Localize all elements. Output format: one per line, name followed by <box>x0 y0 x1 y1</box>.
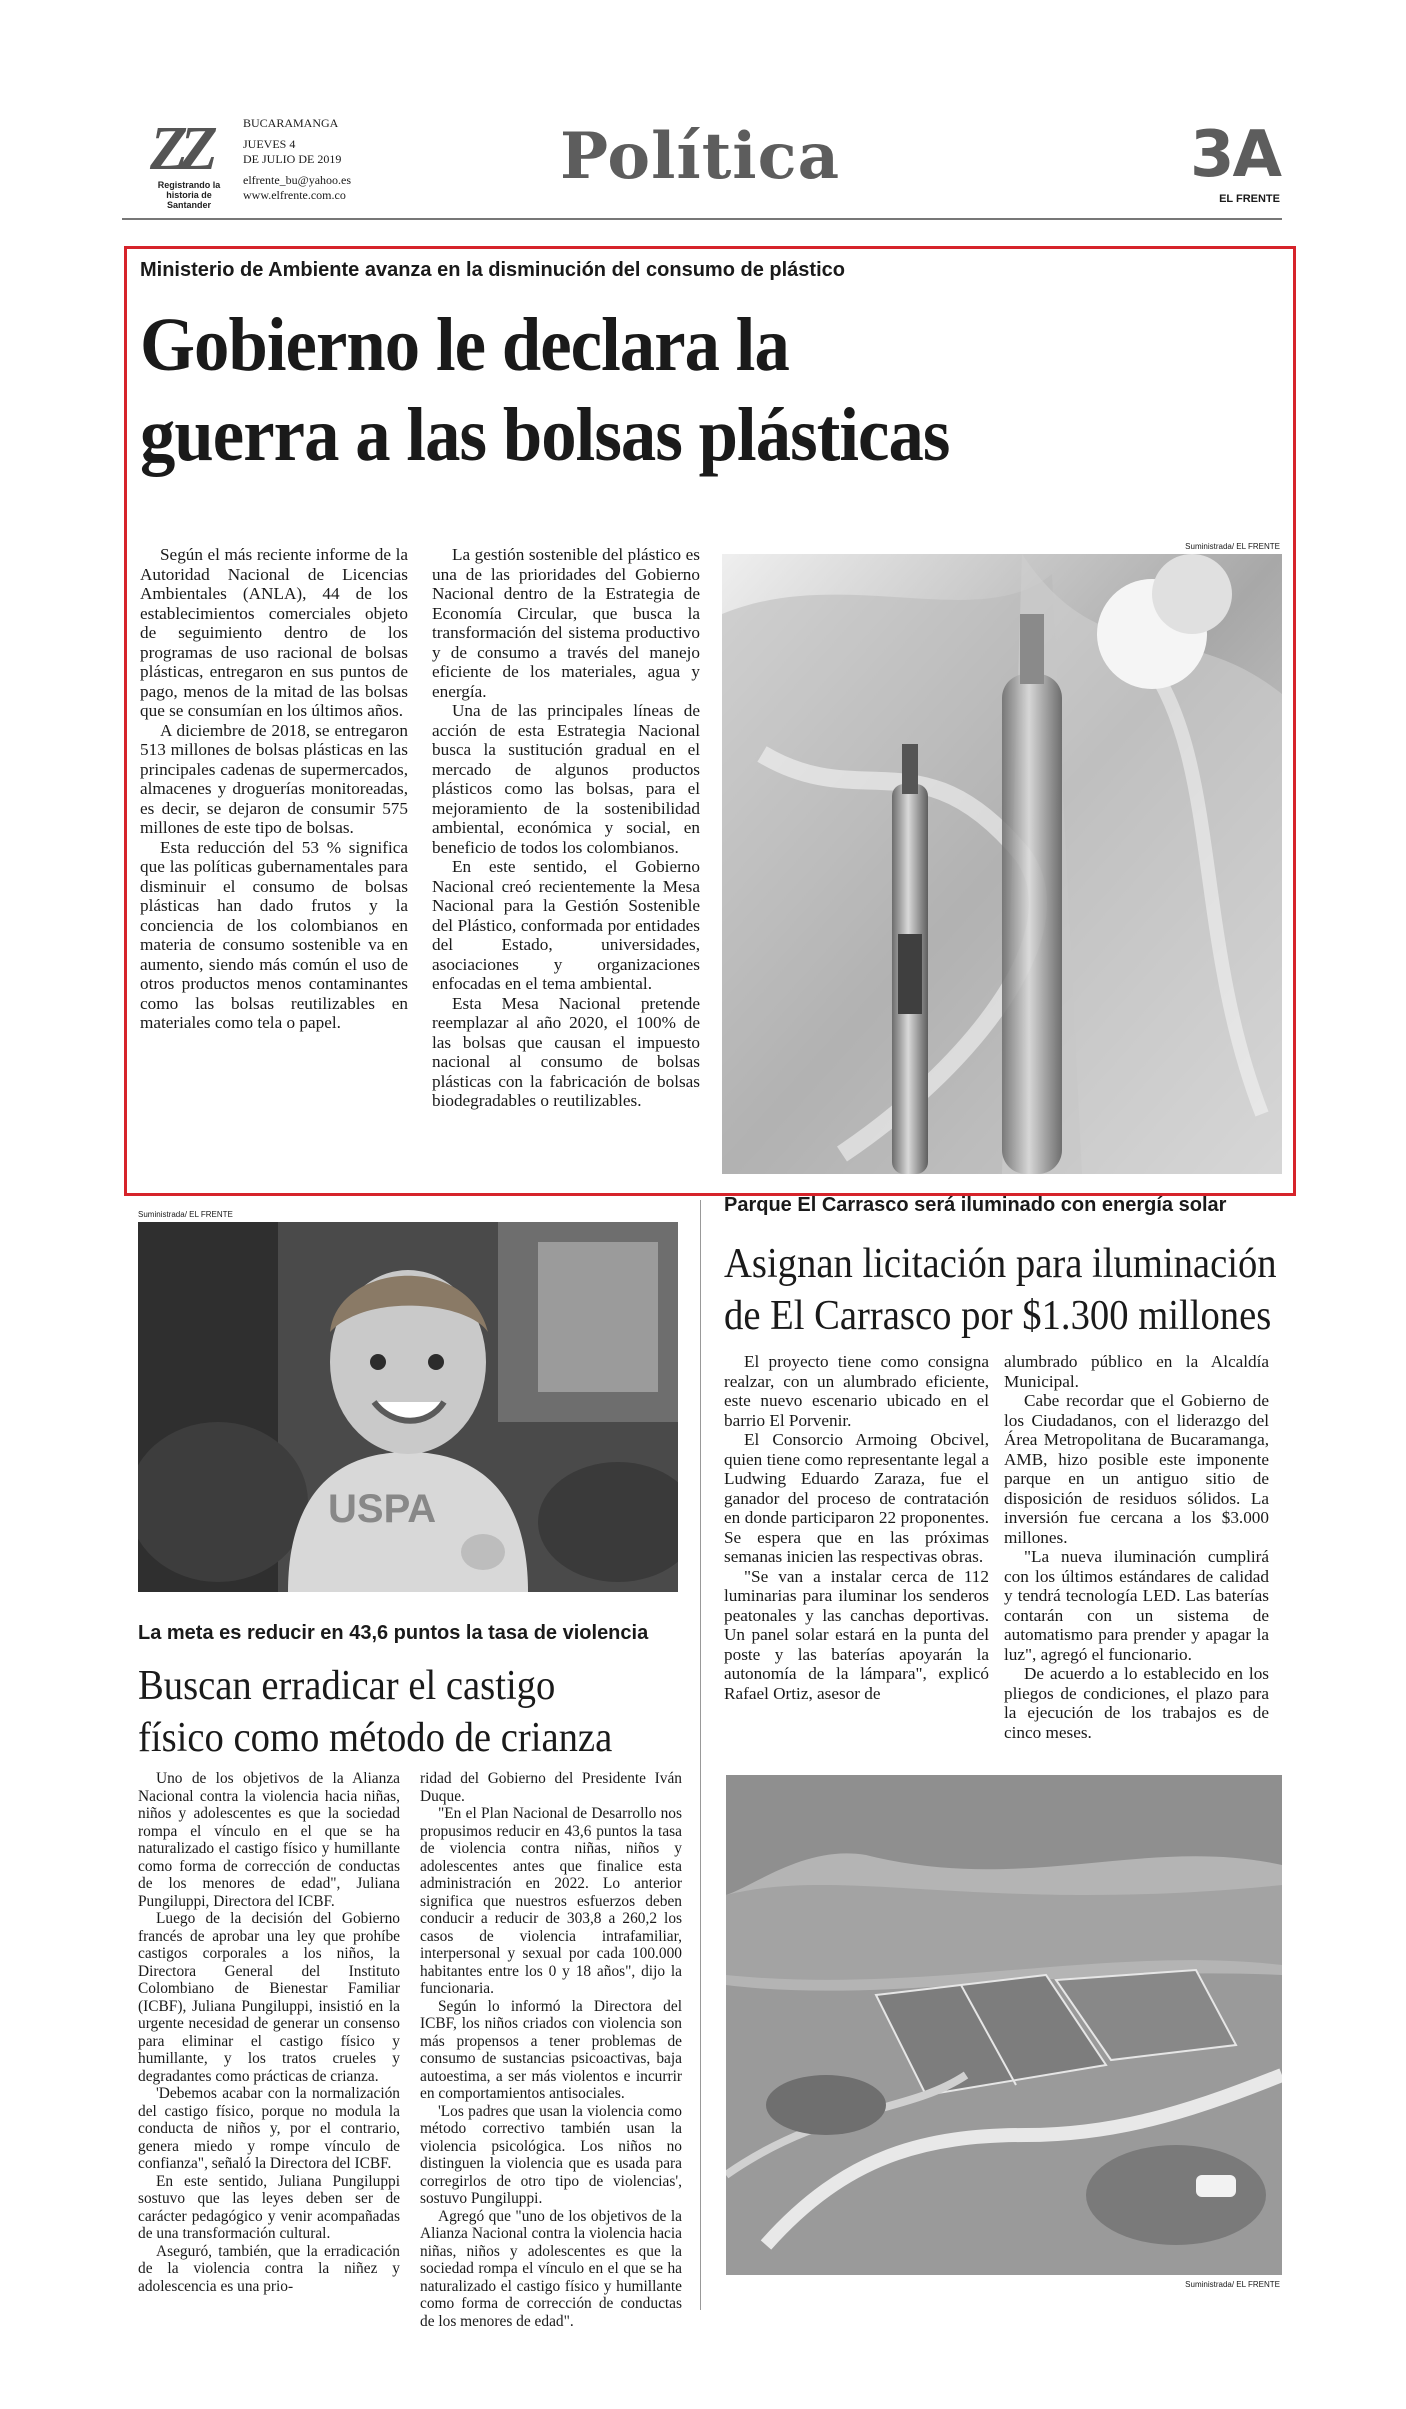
park-paragraph: Cabe recordar que el Gobierno de los Ciudadanos, con el liderazgo del Área Metropolitana de Bucaramanga, AMB, hizo posible este imponente parque en un antiguo sitio de disposición de residuos sólidos. La inversión fue cercana a los $3.000 millones. <box>1004 1391 1269 1547</box>
masthead-divider <box>122 218 1282 220</box>
edition-date-month: DE JULIO DE 2019 <box>243 152 342 166</box>
child-paragraph: 'Los padres que usan la violencia como método correctivo también usan la violencia psicológica. Los niños no distinguen la violencia que es usada para corregirlos de otro tipo de violencias', sostuvo Pungiluppi. <box>420 2102 682 2207</box>
child-headline <box>138 1660 653 1764</box>
lead-kicker: Ministerio de Ambiente avanza en la disminución del consumo de plástico <box>140 259 845 281</box>
child-paragraph: En este sentido, Juliana Pungiluppi sostuvo que las leyes deben ser de carácter pedagógico y venir acompañadas de una transformación cultural. <box>138 2172 400 2242</box>
edition-email: elfrente_bu@yahoo.es <box>243 173 352 187</box>
park-column-2 <box>1004 1352 1269 1742</box>
edition-info <box>243 116 403 203</box>
child-paragraph: Aseguró, también, que la erradicación de la violencia contra la niñez y adolescencia es una prio- <box>138 2242 400 2295</box>
shirt-text: USPA <box>328 1487 437 1531</box>
lead-paragraph: En este sentido, el Gobierno Nacional creó recientemente la Mesa Nacional para la Gestión Sostenible del Plástico, conformada por entidades del Estado, universidades, asociaciones y organizaciones enfocadas en el tema ambiental. <box>432 857 700 993</box>
child-illustration <box>138 1222 678 1592</box>
park-paragraph: El Consorcio Armoing Obcivel, quien tiene como representante legal a Ludwing Eduardo Zaraza, fue el ganador del proceso de contratación en donde participaron 22 proponentes. Se espera que en las próximas semanas inicien las respectivas obras. <box>724 1430 989 1566</box>
child-photo-credit: Suministrada/ EL FRENTE <box>138 1210 233 1219</box>
page-number: 3A <box>1189 118 1280 192</box>
lead-column-1 <box>140 545 408 1033</box>
child-column-1 <box>138 1770 400 2295</box>
logo-mark: ZZ <box>150 115 210 183</box>
edition-website: www.elfrente.com.co <box>243 188 346 202</box>
child-column-2 <box>420 1770 682 2330</box>
lead-paragraph: La gestión sostenible del plástico es una de las prioridades del Gobierno Nacional dentro de la Estrategia de Economía Circular, que busca la transformación del sistema productivo y de consumo a través del manejo eficiente de los materiales, agua y energía. <box>432 545 700 701</box>
park-headline-line-1: Asignan licitación para iluminación <box>724 1241 1277 1287</box>
park-column-1 <box>724 1352 989 1703</box>
child-paragraph: "En el Plan Nacional de Desarrollo nos propusimos reducir en 43,6 puntos la tasa de violencia contra niñas, niños y adolescentes antes que finalice esta administración en 2022. Lo anterior significa que nuestros esfuerzos deben conducir a reducir de 303,8 a 260,2 los casos de violencia intrafamiliar, interpersonal y sexual por cada 100.000 habitantes entre los 0 y 18 años", dijo la funcionaria. <box>420 1805 682 1997</box>
park-headline <box>724 1238 1277 1342</box>
lead-column-2 <box>432 545 700 1111</box>
plastic-bags-illustration <box>722 554 1282 1174</box>
child-photo <box>138 1222 678 1592</box>
park-paragraph: El proyecto tiene como consigna realzar, con un alumbrado eficiente, este nuevo escenario ubicado en el barrio El Porvenir. <box>724 1352 989 1430</box>
plastic-bags-photo <box>722 554 1282 1174</box>
child-headline-line-2: físico como método de crianza <box>138 1715 613 1761</box>
lead-headline <box>140 300 1200 480</box>
edition-city: BUCARAMANGA <box>243 116 339 130</box>
newspaper-logo <box>150 115 228 210</box>
lead-paragraph: Según el más reciente informe de la Autoridad Nacional de Licencias Ambientales (ANLA), 44 de los establecimientos comerciales objeto de seguimiento dentro de los programas de uso racional de bolsas plásticas, entregaron en sus puntos de pago, menos de la mitad de las bolsas que se consumían en los últimos años. <box>140 545 408 720</box>
child-headline-line-1: Buscan erradicar el castigo <box>138 1663 556 1709</box>
lead-paragraph: Esta reducción del 53 % significa que las políticas gubernamentales para disminuir el consumo de bolsas plásticas han dado frutos y la conciencia de los colombianos en materia de consumo sostenible va en aumento, siendo más común el uso de otros productos menos contaminantes como las bolsas reutilizables en materiales como tela o papel. <box>140 837 408 1032</box>
park-paragraph: "Se van a instalar cerca de 112 luminarias para iluminar los senderos peatonales y las canchas deportivas. Un panel solar estará en la punta del poste y las baterías apoyarán la autonomía de la lámpara", explicó Rafael Ortiz, asesor de <box>724 1566 989 1703</box>
park-aerial-illustration <box>726 1775 1282 2275</box>
park-kicker: Parque El Carrasco será iluminado con energía solar <box>724 1194 1227 1216</box>
child-paragraph: Según lo informó la Directora del ICBF, los niños criados con violencia son más propensos a tener problemas de consumo de sustancias psicoactivas, baja autoestima, a ser más violentos e incurrir en comportamientos antisociales. <box>420 1997 682 2102</box>
park-paragraph: alumbrado público en la Alcaldía Municipal. <box>1004 1352 1269 1391</box>
section-title: Política <box>560 119 841 194</box>
child-paragraph: 'Debemos acabar con la normalización del castigo físico, porque no modula la conducta de niños y, por el contrario, genera miedo y rompe vínculo de confianza", señaló la Directora del ICBF. <box>138 2085 400 2172</box>
column-divider <box>700 1200 701 2310</box>
logo-tagline: Registrando la historia de Santander <box>157 180 221 210</box>
lead-paragraph: Una de las principales líneas de acción de esta Estrategia Nacional busca la sustitución gradual en el mercado de algunos productos plásticos como las bolsas, para el mejoramiento de la sostenibilidad ambiental, económica y social, en beneficio de todos los colombianos. <box>432 701 700 857</box>
park-aerial-photo <box>726 1775 1282 2275</box>
lead-headline-line-2: guerra a las bolsas plásticas <box>140 393 950 477</box>
child-kicker: La meta es reducir en 43,6 puntos la tasa de violencia <box>138 1622 649 1644</box>
edition-date-day: JUEVES 4 <box>243 137 296 151</box>
lead-headline-line-1: Gobierno le declara la <box>140 303 789 387</box>
child-paragraph: ridad del Gobierno del Presidente Iván Duque. <box>420 1770 682 1805</box>
lead-paragraph: A diciembre de 2018, se entregaron 513 millones de bolsas plásticas en las principales cadenas de supermercados, almacenes y droguerías monitoreadas, es decir, se dejaron de consumir 575 millones de este tipo de bolsas. <box>140 720 408 837</box>
park-photo-credit: Suministrada/ EL FRENTE <box>1185 2280 1280 2289</box>
child-paragraph: Uno de los objetivos de la Alianza Nacional contra la violencia hacia niñas, niños y adolescentes es que la sociedad rompa el vínculo en el que se ha naturalizado el castigo físico y humillante como forma de corrección de conductas de los menores de edad", Juliana Pungiluppi, Directora del ICBF. <box>138 1770 400 1910</box>
park-paragraph: "La nueva iluminación cumplirá con los últimos estándares de calidad y tendrá tecnología LED. Las baterías contarán con un sistema de automatismo para prender y apagar la luz", agregó el funcionario. <box>1004 1547 1269 1664</box>
park-headline-line-2: de El Carrasco por $1.300 millones <box>724 1293 1272 1339</box>
child-paragraph: Luego de la decisión del Gobierno francés de aprobar una ley que prohíbe castigos corporales a los niños, la Directora General del Instituto Colombiano de Bienestar Familiar (ICBF), Juliana Pungiluppi, insistió en la urgente necesidad de generar un consenso para eliminar el castigo físico y humillante, y los tratos crueles y degradantes como prácticas de crianza. <box>138 1910 400 2085</box>
paper-name: EL FRENTE <box>1219 193 1280 205</box>
lead-photo-credit: Suministrada/ EL FRENTE <box>1185 542 1280 551</box>
park-paragraph: De acuerdo a lo establecido en los pliegos de condiciones, el plazo para la ejecución de los trabajos es de cinco meses. <box>1004 1664 1269 1742</box>
lead-paragraph: Esta Mesa Nacional pretende reemplazar al año 2020, el 100% de las bolsas que causan el impuesto nacional al consumo de bolsas plásticas con la fabricación de bolsas biodegradables o reutilizables. <box>432 993 700 1110</box>
child-paragraph: Agregó que "uno de los objetivos de la Alianza Nacional contra la violencia hacia niñas, niños y adolescentes es que la sociedad rompa el vínculo en el que se ha naturalizado el castigo físico y humillante como forma de corrección de conductas de los menores de edad". <box>420 2207 682 2330</box>
